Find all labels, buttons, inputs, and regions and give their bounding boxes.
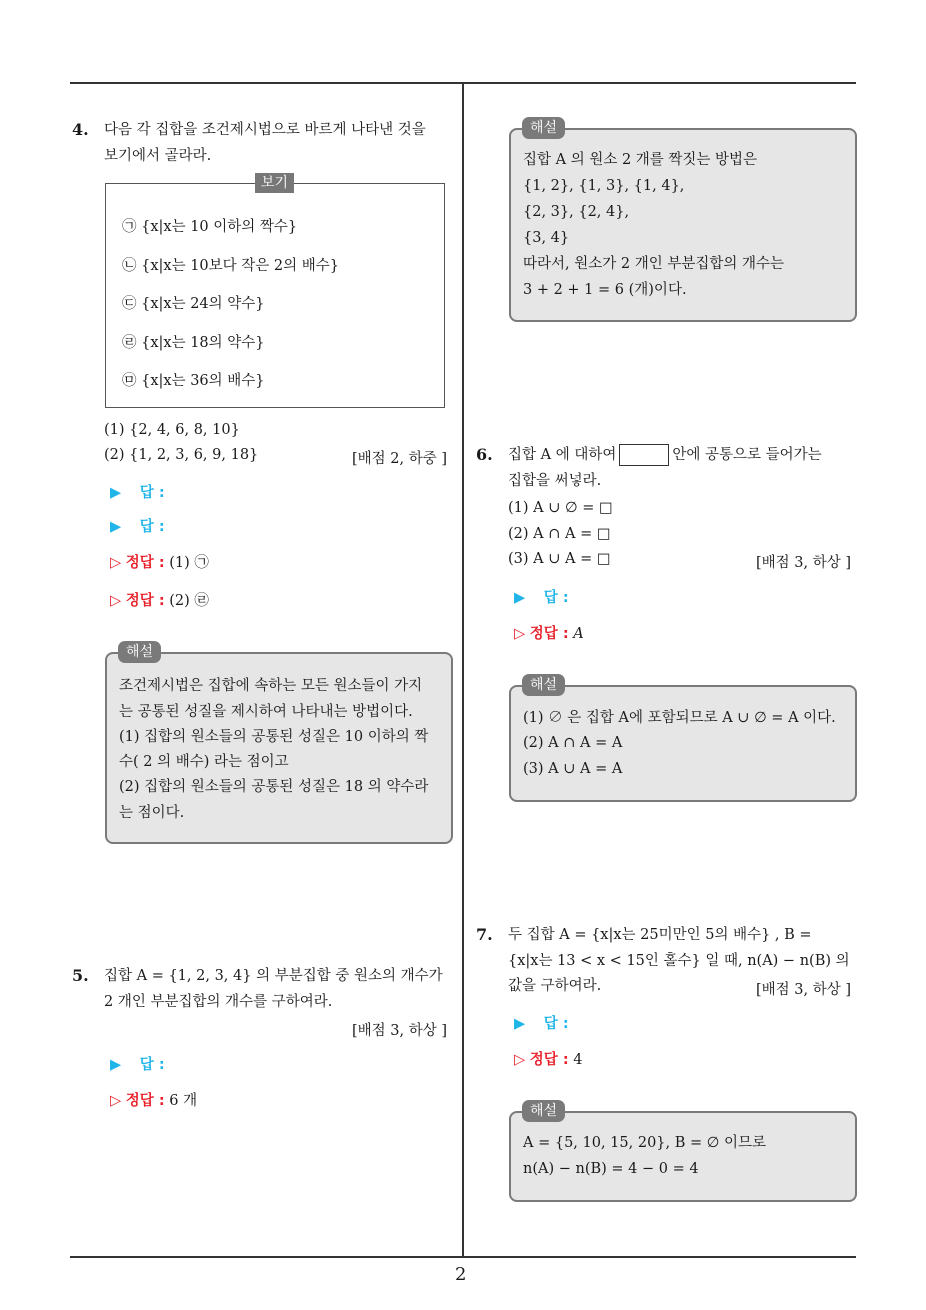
explanation-line: 수( 2 의 배수) 라는 점이고 (119, 754, 289, 770)
points-label: [배점 3, 하상 ] (352, 1023, 448, 1039)
play-icon: ▶ (514, 1016, 526, 1032)
question-stem: 다음 각 집합을 조건제시법으로 바르게 나타낸 것을 (104, 122, 426, 138)
answer-label: 답 : (543, 1016, 569, 1032)
correct-row (110, 1089, 197, 1110)
explanation-line: 따라서, 원소가 2 개인 부분집합의 개수는 (523, 256, 784, 272)
play-icon: ▶ (514, 590, 526, 606)
blank-box (619, 444, 669, 466)
hollow-play-icon: ▷ (110, 555, 122, 571)
explanation-tag: 해설 (522, 117, 565, 139)
explanation-tag: 해설 (522, 1100, 565, 1122)
explanation-line: (1) ∅ 은 집합 A에 포함되므로 A ∪ ∅ = A 이다. (523, 710, 836, 726)
bogi-label: 보기 (255, 173, 294, 193)
play-icon: ▶ (110, 519, 122, 535)
points-label: [배점 3, 하상 ] (756, 982, 852, 998)
bogi-option: ㉢ {x|x는 24의 약수} (122, 296, 265, 312)
bogi-option: ㉠ {x|x는 10 이하의 짝수} (122, 219, 298, 235)
correct-label: 정답 : (125, 555, 165, 571)
question-number: 6. (476, 445, 493, 464)
correct-row (514, 1048, 582, 1069)
correct-label: 정답 : (529, 1052, 569, 1068)
answer-row (514, 1012, 569, 1033)
hollow-play-icon: ▷ (110, 593, 122, 609)
points-label: [배점 2, 하중 ] (352, 451, 448, 467)
correct-value: (2) ㉣ (169, 593, 209, 609)
bogi-option: ㉣ {x|x는 18의 약수} (122, 335, 265, 351)
hollow-play-icon: ▷ (110, 1093, 122, 1109)
play-icon: ▶ (110, 485, 122, 501)
bogi-option: ㉡ {x|x는 10보다 작은 2의 배수} (122, 258, 339, 274)
question-stem: 집합을 써넣라. (508, 473, 602, 489)
explanation-line: {3, 4} (523, 230, 570, 246)
correct-row (110, 551, 209, 572)
sub-question: (1) A ∪ ∅ = □ (508, 500, 613, 516)
hollow-play-icon: ▷ (514, 1052, 526, 1068)
explanation-line: (2) A ∩ A = A (523, 735, 623, 751)
sub-question: (2) A ∩ A = □ (508, 526, 611, 542)
correct-value: 4 (573, 1052, 583, 1068)
question-stem (508, 442, 822, 468)
answer-label: 답 : (139, 1057, 165, 1073)
explanation-line: (1) 집합의 원소들의 공통된 성질은 10 이하의 짝 (119, 729, 429, 745)
answer-row (110, 1053, 165, 1074)
answer-row (110, 515, 165, 536)
bottom-rule (70, 1256, 856, 1258)
question-stem: 보기에서 골라라. (104, 148, 212, 164)
sub-question: (2) {1, 2, 3, 6, 9, 18} (104, 447, 259, 463)
explanation-line: 는 공통된 성질을 제시하여 나타내는 방법이다. (119, 704, 413, 720)
explanation-line: (2) 집합의 원소들의 공통된 성질은 18 의 약수라 (119, 779, 429, 795)
sub-question: (1) {2, 4, 6, 8, 10} (104, 422, 240, 438)
correct-label: 정답 : (125, 1093, 165, 1109)
question-stem-part: 안에 공통으로 들어가는 (672, 447, 822, 463)
bogi-option: ㉤ {x|x는 36의 배수} (122, 373, 265, 389)
question-number: 5. (72, 966, 89, 985)
explanation-tag: 해설 (522, 674, 565, 696)
center-divider (462, 83, 464, 1257)
answer-label: 답 : (139, 485, 165, 501)
correct-value: A (573, 626, 584, 642)
explanation-line: (3) A ∪ A = A (523, 761, 623, 777)
explanation-line: A = {5, 10, 15, 20}, B = ∅ 이므로 (523, 1135, 767, 1151)
explanation-line: n(A) − n(B) = 4 − 0 = 4 (523, 1161, 699, 1177)
explanation-line: 3 + 2 + 1 = 6 (개)이다. (523, 282, 687, 298)
play-icon: ▶ (110, 1057, 122, 1073)
correct-label: 정답 : (125, 593, 165, 609)
hollow-play-icon: ▷ (514, 626, 526, 642)
answer-row (110, 481, 165, 502)
correct-label: 정답 : (529, 626, 569, 642)
question-number: 4. (72, 120, 89, 139)
answer-row (514, 586, 569, 607)
correct-value: 6 개 (169, 1093, 198, 1109)
explanation-line: {1, 2}, {1, 3}, {1, 4}, (523, 178, 685, 194)
page-number: 2 (455, 1264, 467, 1285)
sub-question: (3) A ∪ A = □ (508, 551, 611, 567)
explanation-tag: 해설 (118, 641, 161, 663)
correct-value: (1) ㉠ (169, 555, 209, 571)
question-stem: 2 개인 부분집합의 개수를 구하여라. (104, 994, 333, 1010)
correct-row (110, 589, 209, 610)
explanation-line: {2, 3}, {2, 4}, (523, 204, 630, 220)
answer-label: 답 : (139, 519, 165, 535)
question-stem: 두 집합 A = {x|x는 25미만인 5의 배수} , B = (508, 927, 812, 943)
question-stem: 집합 A = {1, 2, 3, 4} 의 부분집합 중 원소의 개수가 (104, 968, 443, 984)
explanation-line: 는 점이다. (119, 805, 185, 821)
question-stem-part: 집합 A 에 대하여 (508, 447, 617, 463)
question-stem: {x|x는 13 < x < 15인 홀수} 일 때, n(A) − n(B) 의 (508, 953, 850, 969)
question-stem: 값을 구하여라. (508, 978, 602, 994)
explanation-line: 조건제시법은 집합에 속하는 모든 원소들이 가지 (119, 678, 423, 694)
points-label: [배점 3, 하상 ] (756, 555, 852, 571)
question-number: 7. (476, 925, 493, 944)
answer-label: 답 : (543, 590, 569, 606)
correct-row (514, 622, 584, 643)
explanation-line: 집합 A 의 원소 2 개를 짝짓는 방법은 (523, 152, 758, 168)
